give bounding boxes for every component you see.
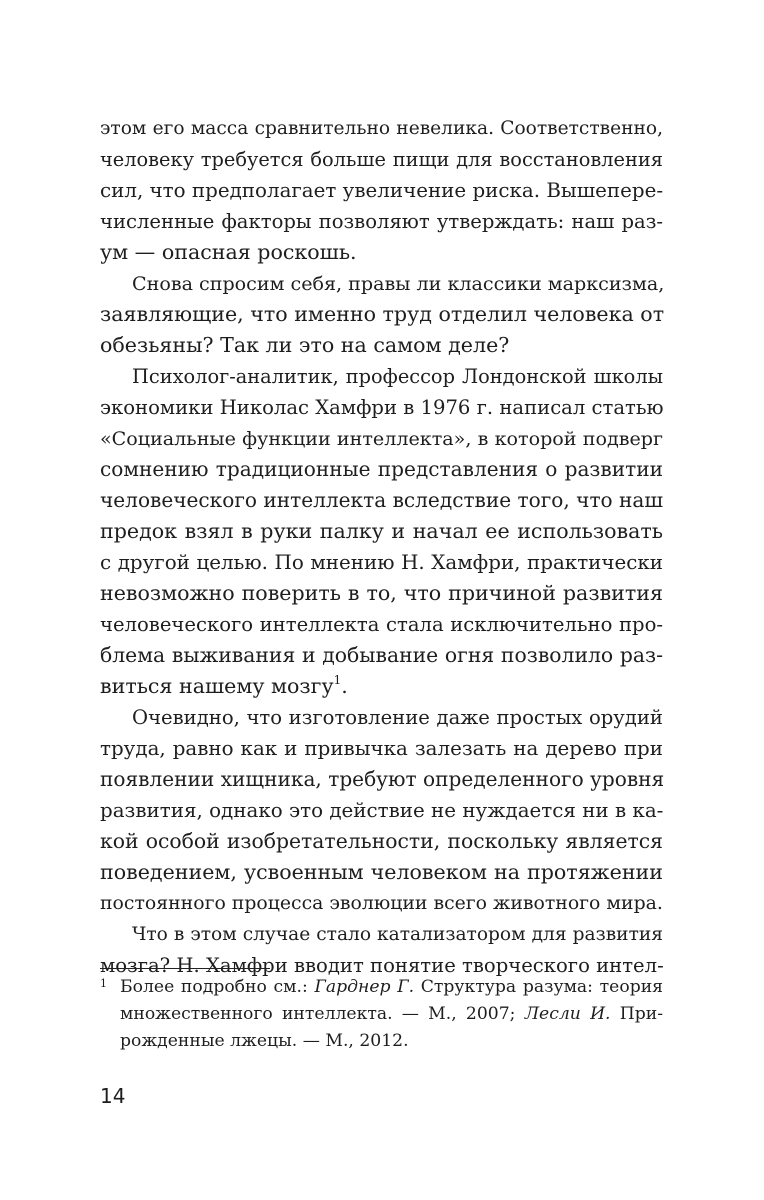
text-line: ум — опасная роскошь. (100, 240, 357, 264)
text-line: сил, что предполагает увеличение риска. Вышепере- (100, 179, 664, 202)
paragraph-3 (100, 361, 663, 702)
text-line: появлении хищника, требуют определенного уровня (100, 767, 665, 791)
text-line: экономики Николас Хамфри в 1976 г. написал статью (100, 396, 664, 419)
text-line: труда, равно как и привычка залезать на дерево при (100, 737, 663, 760)
footnote-body (120, 974, 663, 1055)
footnote-mark: 1 (100, 977, 107, 990)
footnote-author: Лесли И. (524, 1004, 611, 1024)
text-line: блема выживания и добывание огня позволило раз- (100, 643, 663, 667)
text-line: Очевидно, что изготовление даже простых орудий (132, 706, 663, 729)
text-line: с другой целью. По мнению Н. Хамфри, практически (100, 551, 663, 574)
text-line: постоянного процесса эволюции всего животного мира. (100, 893, 663, 914)
paragraph-1 (100, 113, 663, 268)
text-line: Психолог-аналитик, профессор Лондонской школы (132, 365, 663, 388)
text-line: развития, однако это действие не нуждается ни в ка- (100, 799, 664, 822)
footnote-line: рожденные лжецы. — М., 2012. (120, 1031, 409, 1051)
text-line: численные факторы позволяют утверждать: наш раз- (100, 210, 663, 233)
footnote-text: Более подробно см.: (120, 977, 315, 997)
footnote (100, 974, 663, 1055)
footnote-line (120, 974, 663, 1001)
page-number: 14 (100, 1084, 126, 1108)
text-line: предок взял в руки палку и начал ее использовать (100, 519, 663, 543)
footnote-line (120, 1001, 663, 1028)
text-line: мозга? Н. Хамфри вводит понятие творческого интел- (100, 954, 664, 977)
text-line: «Социальные функции интеллекта», в которой подверг (100, 427, 663, 450)
text-line: человеческого интеллекта стала исключительно про- (100, 613, 663, 636)
text-line: человеку требуется больше пищи для восстановления (100, 148, 663, 171)
text-line: этом его масса сравнительно невелика. Соответственно, (100, 118, 663, 139)
text-line: поведением, усвоенным человеком на протяжении (100, 860, 663, 884)
text-line: заявляющие, что именно труд отделил человека от (100, 302, 665, 326)
text-line: невозможно поверить в то, что причиной развития (100, 581, 663, 605)
footnote-text: множественного интеллекта. — М., 2007; (120, 1004, 525, 1024)
main-text (100, 113, 663, 981)
text-line: человеческого интеллекта вследствие того, что наш (100, 488, 664, 512)
text-line: Снова спросим себя, правы ли классики марксизма, (132, 272, 665, 295)
text-line: сомнению традиционные представления о развитии (100, 457, 663, 481)
footnote-author: Гарднер Г. (314, 977, 415, 997)
paragraph-4 (100, 702, 663, 919)
paragraph-2 (100, 268, 663, 361)
footnote-text: При- (610, 1004, 664, 1024)
page-body (100, 113, 663, 981)
footnote-divider (100, 968, 270, 969)
text-line: виться нашему мозгу$^1$. (100, 673, 348, 698)
footnote-reference[interactable]: 1 (333, 673, 342, 687)
footnote-text: Структура разума: теория (414, 977, 663, 997)
paragraph-5 (100, 919, 663, 981)
text-line: обезьяны? Так ли это на самом деле? (100, 333, 510, 357)
text-line-content: виться нашему мозгу (100, 674, 334, 698)
text-line: Что в этом случае стало катализатором для развития (132, 924, 663, 945)
text-line: кой особой изобретательности, поскольку является (100, 829, 663, 853)
